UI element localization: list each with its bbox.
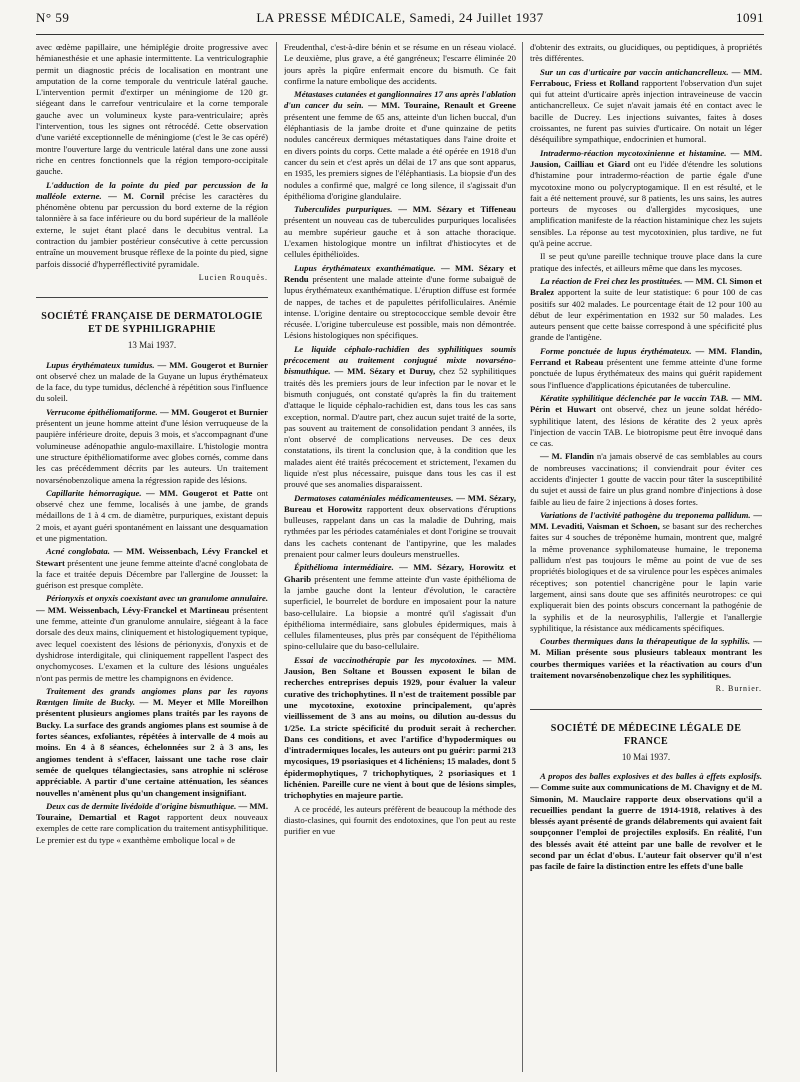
article-body: présente sous plusieurs tableaux montrant les courbes thermiques variées et la réactivation au cours d'un traitement novarsénobenzolique chez les syphilitiques. — [530, 647, 762, 681]
article-body: rapportent deux observations d'éruptions bulleuses, rappelant dans un cas la maladie de Duhring, mais rythmées par les périodes cataméniales et dont l'origine se trouvait dans les cachets contenant de l'antipyrine, que les malades prenaient pour calmer leurs douleurs menstruelles. — [284, 503, 516, 560]
article-title: Courbes thermiques dans la thérapeutique de la syphilis. — [540, 636, 751, 647]
article-authors: — MM. Sézary et Tiffeneau — [398, 204, 516, 215]
article-authors: — MM. Sézary et Rendu — [284, 262, 516, 284]
article — [284, 655, 516, 802]
section-header — [530, 709, 762, 763]
article-title: Tuberculides purpuriques. — [294, 204, 393, 215]
paragraph: avec œdème papillaire, une hémiplégie droite progressive avec hémianesthésie et une aphasie intermittente. La ventriculographie permit un diagnostic précis de localisation en montrant une amputation de la corne temporale du ventricule latéral gauche. L'intervention permit d'extirper un méningiome de 120 gr. siégeant dans le carrefour ventriculaire et la corne temporale gauche avec un volumineux kyste para-ventriculaire; après l'intervention, tous les signes ont rétrocédé. Cette observation d'une variété exceptionnelle de méningiome (c'est le 3e cas opéré) montre l'ouverture large du ventricule latéral dans une zone aussi riche en centres fonctionnels que la région temporo-occipitale gauche. — [36, 42, 268, 177]
article-authors: — MM. Ferrabouc, Friess et Rolland — [530, 66, 762, 88]
article-title: A propos des balles explosives et des balles à effets explosifs. — [540, 770, 762, 781]
article-authors: — MM. Weissenbach, Lévy-Franckel et Martineau — [36, 604, 230, 615]
article-body: présentent plusieurs angiomes plans traités par les rayons de Bucky. La surface des grands angiomes plans est soumise à de fortes séances, exfoliantes, répétées à intervalle de 4 mois au moins. En 4 à 8 séances, échelonnées sur 2 à 3 ans, les angiomes tendent à s'effacer, laissant une tache rose clair semée de quelques télangiectasies, sans atrophie ni sclérose appréciable. A partir d'une certaine atténuation, les séances nouvelles n'amènent plus qu'un changement insignifiant. — [36, 708, 268, 798]
article-body: rapportent l'observation d'un sujet qui fut atteint d'urticaire après injection intraveineuse de vaccin antichancrelleux. Ce sujet n'avait jamais été en contact avec le bacille de Ducrey. Les injections suivantes, faites à doses croissantes, ne furent pas suivies d'urticaire. On notait un léger déséquilibre sympathique, endocrinien et humoral. — [530, 77, 762, 145]
article-title: Kératite syphilitique déclenchée par le vaccin TAB. — [540, 392, 729, 403]
section-date: 10 Mai 1937. — [621, 751, 671, 762]
article-body: apportent la suite de leur statistique: 6 pour 100 de cas positifs sur 402 malades. Le pourcentage était de 12 pour 100 au début de leur expérimentation en 1932 sur 50 malades. Les auteurs pensent que cette baisse correspond à une spécificité plus grande de l'antigène. — [530, 287, 762, 343]
page-header — [36, 10, 764, 30]
article — [36, 180, 268, 270]
section-date: 13 Mai 1937. — [127, 340, 177, 351]
article-body: présentent une femme atteinte d'une forme ponctuée de lupus érythémateux des mains qui guérit rapidement sous l'influence d'applications épicutanées de tuberculine. — [530, 357, 762, 390]
signature: R. Burnier. — [715, 684, 762, 694]
article-authors: — Comme suite aux communications de M. Chavigny et de M. Simonin, M. Mauclaire — [530, 782, 762, 804]
article-body: ont eu l'idée d'étendre les solutions d'histamine pour intradermo-réaction de partie égale d'une mycotoxine mono ou polycryptogamique. Il en est résulté, et le fait a été nettement prouvé, sur 8 patients, les uns sains, les autres porteurs de mycoses ou d'allergides mycosiques, une amplification manifeste de la réaction histaminique chez les sujets sensibles. La réponse au test mycotoxinien, plus tardive, ne fut qu'à peine accrue. — [530, 158, 762, 249]
article-body: présentent une femme, atteinte d'un granulome annulaire, siégeant à la face dorsale des deux mains, cliniquement et histologiquement typique, avec lequel coexistent des lésions de périonyxis, d'onyxis et de dyshidrose interdigitale, qui cliniquement rappellent l'aspect des onychomycoses. L'examen et la culture des lésions unguéales n'ont pas permis de mettre les champignons en évidence. — [36, 604, 268, 683]
article — [530, 393, 762, 449]
article — [530, 451, 762, 507]
article-body: présentent une femme de 65 ans, atteinte d'un lichen buccal, d'un éléphantiasis de la jambe droite et d'une quinzaine de petits nodules cancéreux dermiques métastatiques dans l'aine droite et en divers points du corps. Cette malade a été opérée en 1918 d'un cancer du sein et c'est après un délai de 17 ans que sont apparus, en 1935, les premiers signes de l'éléphantiasis. La biopsie d'un des nodules a confirmé que, malgré ce long silence, il s'agissait d'un épithélioma d'origine glandulaire. — [284, 111, 516, 201]
article-body: rapporte deux observations qu'il a recueillies pendant la guerre de 1914-1918, relatives à des blessés ayant présenté de grands délabrements qui avaient fait soupçonner l'emploi de projectiles explosifs. En réalité, l'un des blessés avait été atteint par une balle de revolver et le second par un éclat d'obus. L'auteur fait observer qu'il n'est pas facile de faire la distinction entre les effets d'une balle — [530, 793, 762, 872]
section-header — [36, 297, 268, 351]
article-authors: — MM. Jausion, Cailliau et Giard — [530, 147, 762, 169]
article-title: Lupus érythémateux tumidus. — [46, 359, 155, 370]
article-title: Variations de l'activité pathogène du treponema pallidum. — [540, 509, 751, 520]
article-body: exposent le bilan de recherches entreprises depuis 1929, pour évaluer la valeur curative des trichophytines. Il n'est de traitement possible par une mycotoxine, exotoxine principalement, qu'après vieillissement de 3 ans au moins, ou dilution au-dessus du 1/25e. La stricte spécificité du produit serait à rechercher. Dans ces conditions, et avec l'artifice d'hypodermiques ou d'intradermiques locales, les auteurs ont pu guérir: parmi 213 mycosiques, 19 psoriasiques et 4 lichéniens; 15 malades, dont 5 épidermophytiques, 7 trichophytiques, 2 psoriasiques et 1 lichénien. Pareille cure ne vient à bout que de lésions simples, trichophyties en majeure partie. — [284, 666, 516, 801]
article-body: précise les caractères du phénomène obtenu par percussion du bord externe de la région talonnière à sa face inférieure ou du bord supérieur de la malléole externe, le sujet étant placé dans le decubitus ventral. La contraction du jambier postérieur consécutive à cette percussion entraîne un mouvement brusque réflexe de la pointe du pied, signe parfois dissocié d'hyperréflectivité pyramidale. — [36, 190, 268, 269]
article — [530, 346, 762, 391]
section-title: SOCIÉTÉ DE MÉDECINE LÉGALE DE FRANCE — [550, 722, 742, 747]
article-title: Essai de vaccinothérapie par les mycotoxines. — [294, 654, 477, 665]
article-body: présentent une femme atteinte d'un vaste épithélioma de la jambe gauche dont la lenteur d'évolution, le caractère superficiel, le bourrelet de bordure en imposaient pour la nature baso-cellulaire. La biopsie a montré qu'il s'agissait d'un épithélioma intermédiaire, sans globules épidermiques, mais à cellules filamenteuses, plus près par conséquent de l'épithélioma spino-cellulaire que du baso-cellulaire. — [284, 573, 516, 652]
article-title: Sur un cas d'urticaire par vaccin antichancrelleux. — [540, 66, 729, 77]
article — [530, 67, 762, 146]
article-title: Acné conglobata. — [46, 546, 110, 557]
article-body: ont observé, chez un jeune soldat hérédo-syphilitique latent, des lésions de kératite des 2 yeux après l'injection de vaccin TAB. Le biotropisme peut être invoqué dans ce cas. — [530, 404, 762, 449]
paragraph: A ce procédé, les auteurs préfèrent de beaucoup la méthode des diasto-clasines, qui fournit des endotoxines, que l'on peut au reste purifier en vue — [284, 803, 516, 837]
article-authors: — MM. Touraine, Demartial et Ragot — [36, 800, 268, 823]
article-authors: — MM. Sézary, Bureau et Horowitz — [284, 492, 516, 514]
article-title: Deux cas de dermite livédoïde d'origine bismuthique. — [46, 800, 237, 811]
column-3 — [530, 42, 762, 1072]
article-authors: — M. Cornil — [108, 190, 165, 201]
article — [530, 276, 762, 344]
article-authors: — MM. Gougerot et Burnier — [157, 359, 268, 370]
article — [284, 89, 516, 202]
article-title: Capillarite hémorragique. — [46, 487, 142, 498]
article-authors: — MM. Sézary, Horowitz et Gharib — [284, 562, 516, 584]
article-title: Épithélioma intermédiaire. — [294, 562, 394, 573]
article-body: ont observé chez une femme, localisés à une jambe, de grands médaillons de 1 à 4 cm. de diamètre, purpuriques, existant depuis 2 mois, et ayant guéri spontanément en laissant une desquamation et une pigmentation. — [36, 487, 268, 543]
article — [284, 562, 516, 652]
article-body: n'a jamais observé de cas semblables au cours de nombreuses vaccinations; il conviendrait pour éviter ces accidents d'injecter 1 goutte de vaccin pour tâter la susceptibilité du sujet et aussi de faire un plus grand nombre d'injections à dose faible au lieu de faire 2 injections à doses fortes. — [530, 451, 762, 507]
article-authors: — MM. Jausion, Ben Soltane et Boussen — [284, 654, 516, 677]
article-authors: — MM. Touraine, Renault et Greene — [368, 100, 516, 111]
article — [36, 360, 268, 405]
article-body: se basant sur des recherches faites sur 4 souches de tréponème humain, montrent que, malgré la même provenance syphilomateuse humaine, le treponema pallidum n'est pas toujours le même au point de vue de ses propriétés biologiques et de sa virulence pour les espèces animales réceptives; son potentiel chancrigène pour le lapin varie largement, ainsi sans doute que ses affinités neurotropes: ce qui expliquerait bien des points obscurs concernant la pathogénie de la syphilis et de la neurosyphilis, l'allergie et l'anallergie syphilitique, la résistance aux médicaments spécifiques. — [530, 521, 762, 633]
article-authors: — MM. Levaditi, Vaisman et Schoen, — [530, 509, 762, 532]
column-divider — [522, 42, 523, 1072]
article-title: L'adduction de la pointe du pied par percussion de la malléole externe. — [36, 179, 268, 201]
column-1 — [36, 42, 268, 1072]
article-title: Périonyxis et onyxis coexistant avec un granulome annulaire. — [46, 593, 268, 604]
article — [530, 510, 762, 634]
article-title: Traitement des grands angiomes plans par les rayons Rœntgen limite de Bucky. — [36, 685, 268, 708]
article-body: présentent un jeune homme atteint d'une lésion verruqueuse de la paupière inférieure droite, depuis 3 mois, et s'accompagnant d'une volumineuse adénopathie angulo-maxillaire. L'histologie montra une structure épithéliomatiforme avec globes cornés, comme dans les cas précédemment décrits par les auteurs. Un traitement novarsénobenzolique amena la régression rapide des lésions. — [36, 418, 268, 485]
article-body: chez 52 syphilitiques traités dès les premiers jours de leur infection par le novar et le bismuth conjugués, ont constaté qu'après la fin du traitement d'attaque le liquide céphalo-rachidien est, dans tous les cas sans exception, normal. D'autre part, chez aucun sujet traité de la sorte, pas souvent au traitement de consolidation pendant 3 années, ils n'ont observé de complications nerveuses. De ces deux constatations, ils tirent la conclusion que, à la condition que les malades aient été traités précocement et strictement, l'examen du liquide n'est plus nécessaire, puisque dans tous les cas il est prouvé que ses anomalies disparaissent. — [284, 366, 516, 490]
signature: Lucien Rouquès. — [198, 272, 268, 282]
article — [284, 263, 516, 342]
article-body: rapportent deux nouveaux exemples de cette rare complication du traitement antisyphilitique. Le premier est du type « exanthème embolique local » de — [36, 812, 268, 845]
issue-number: N° 59 — [36, 10, 70, 25]
paragraph: d'obtenir des extraits, ou glucidiques, ou peptidiques, à propriétés très différentes. — [530, 42, 762, 64]
article — [36, 593, 268, 683]
article-authors: — MM. Sézary et Duruy, — [334, 366, 436, 377]
article-authors: — MM. Flandin, Ferrand et Rabeau — [530, 345, 762, 368]
article-title: La réaction de Frei chez les prostituées. — [540, 275, 683, 286]
article — [36, 801, 268, 846]
article — [530, 148, 762, 250]
article-authors: — MM. Périn et Huwart — [530, 392, 762, 415]
article-body: présentent une jeune femme atteinte d'acné conglobata de la face et traitée depuis Décembre par l'allergine de Jousset: la guérison est presque complète. — [36, 557, 268, 591]
paragraph: Il se peut qu'une pareille technique trouve place dans la cure pratique des infectés, et ailleurs même que dans les mycoses. — [530, 251, 762, 273]
article-authors: — MM. Gougerot et Patte — [146, 487, 253, 498]
page-number: 1091 — [736, 10, 764, 25]
column-divider — [276, 42, 277, 1072]
article-authors: — MM. Cl. Simon et Bralez — [530, 275, 762, 298]
article — [36, 488, 268, 544]
article — [36, 546, 268, 591]
article-title: Verrucome épithéliomatiforme. — [46, 406, 158, 417]
article-authors: — M. Meyer et Mlle Moreilhon — [139, 697, 268, 708]
column-2 — [284, 42, 516, 1072]
header-rule — [36, 34, 764, 35]
article-authors: — MM. Gougerot et Burnier — [160, 406, 268, 417]
article-body: ont observé chez un malade de la Guyane un lupus érythémateux de la face, du type tumidus, déclenché à répétition sous l'influence du soleil. — [36, 370, 268, 404]
article — [284, 204, 516, 260]
article-authors: — M. Milian — [530, 636, 762, 658]
journal-title: LA PRESSE MÉDICALE, Samedi, 24 Juillet 1937 — [256, 10, 544, 25]
article-authors: — M. Flandin — [540, 451, 594, 462]
article — [284, 493, 516, 561]
article-title: Lupus érythémateux exanthématique. — [294, 262, 436, 273]
section-title: SOCIÉTÉ FRANÇAISE DE DERMATOLOGIE ET DE SYPHILIGRAPHIE — [41, 311, 263, 336]
article — [530, 771, 762, 873]
article-title: Métastases cutanées et ganglionnaires 17 ans après l'ablation d'un cancer du sein. — [284, 89, 516, 111]
article-title: Forme ponctuée de lupus érythémateux. — [540, 345, 692, 356]
article-body: présentent un nouveau cas de tuberculides purpuriques localisées au membre supérieur gauche et à son attache thoracique. L'examen histologique montre un infiltrat d'histiocytes et de cellules épithélioïdes. — [284, 215, 516, 260]
article-body: présentent une malade atteinte d'une forme subaiguë de lupus érythémateux exanthématique. L'éruption diffuse est formée de nappes, de taches et de papulettes périfolliculaires. Anémie intense. L'origine dentaire ou streptococcique semble devoir être récusée. L'origine tuberculeuse est possible, mais non démontrée. Lésions histologiques non spécifiques. — [284, 273, 516, 341]
article-title: Dermatoses cataméniales médicamenteuses. — [294, 492, 454, 503]
paragraph: Freudenthal, c'est-à-dire bénin et se résume en un réseau violacé. Le deuxième, plus grave, a été gangréneux; l'escarre éliminée 20 jours après la piqûre enfermait encore du bismuth. Ce fait confirme la nature embolique des accidents. — [284, 42, 516, 86]
article — [284, 344, 516, 491]
article — [530, 636, 762, 681]
article — [36, 407, 268, 486]
article-title: Le liquide céphalo-rachidien des syphilitiques soumis précocement au traitement conjugué mixte novarséno-bismuthique. — [284, 343, 516, 377]
article-authors: — MM. Weissenbach, Lévy Franckel et Stewart — [36, 546, 268, 568]
article — [36, 686, 268, 799]
article-title: Intradermo-réaction mycotoxinienne et histamine. — [540, 147, 727, 158]
